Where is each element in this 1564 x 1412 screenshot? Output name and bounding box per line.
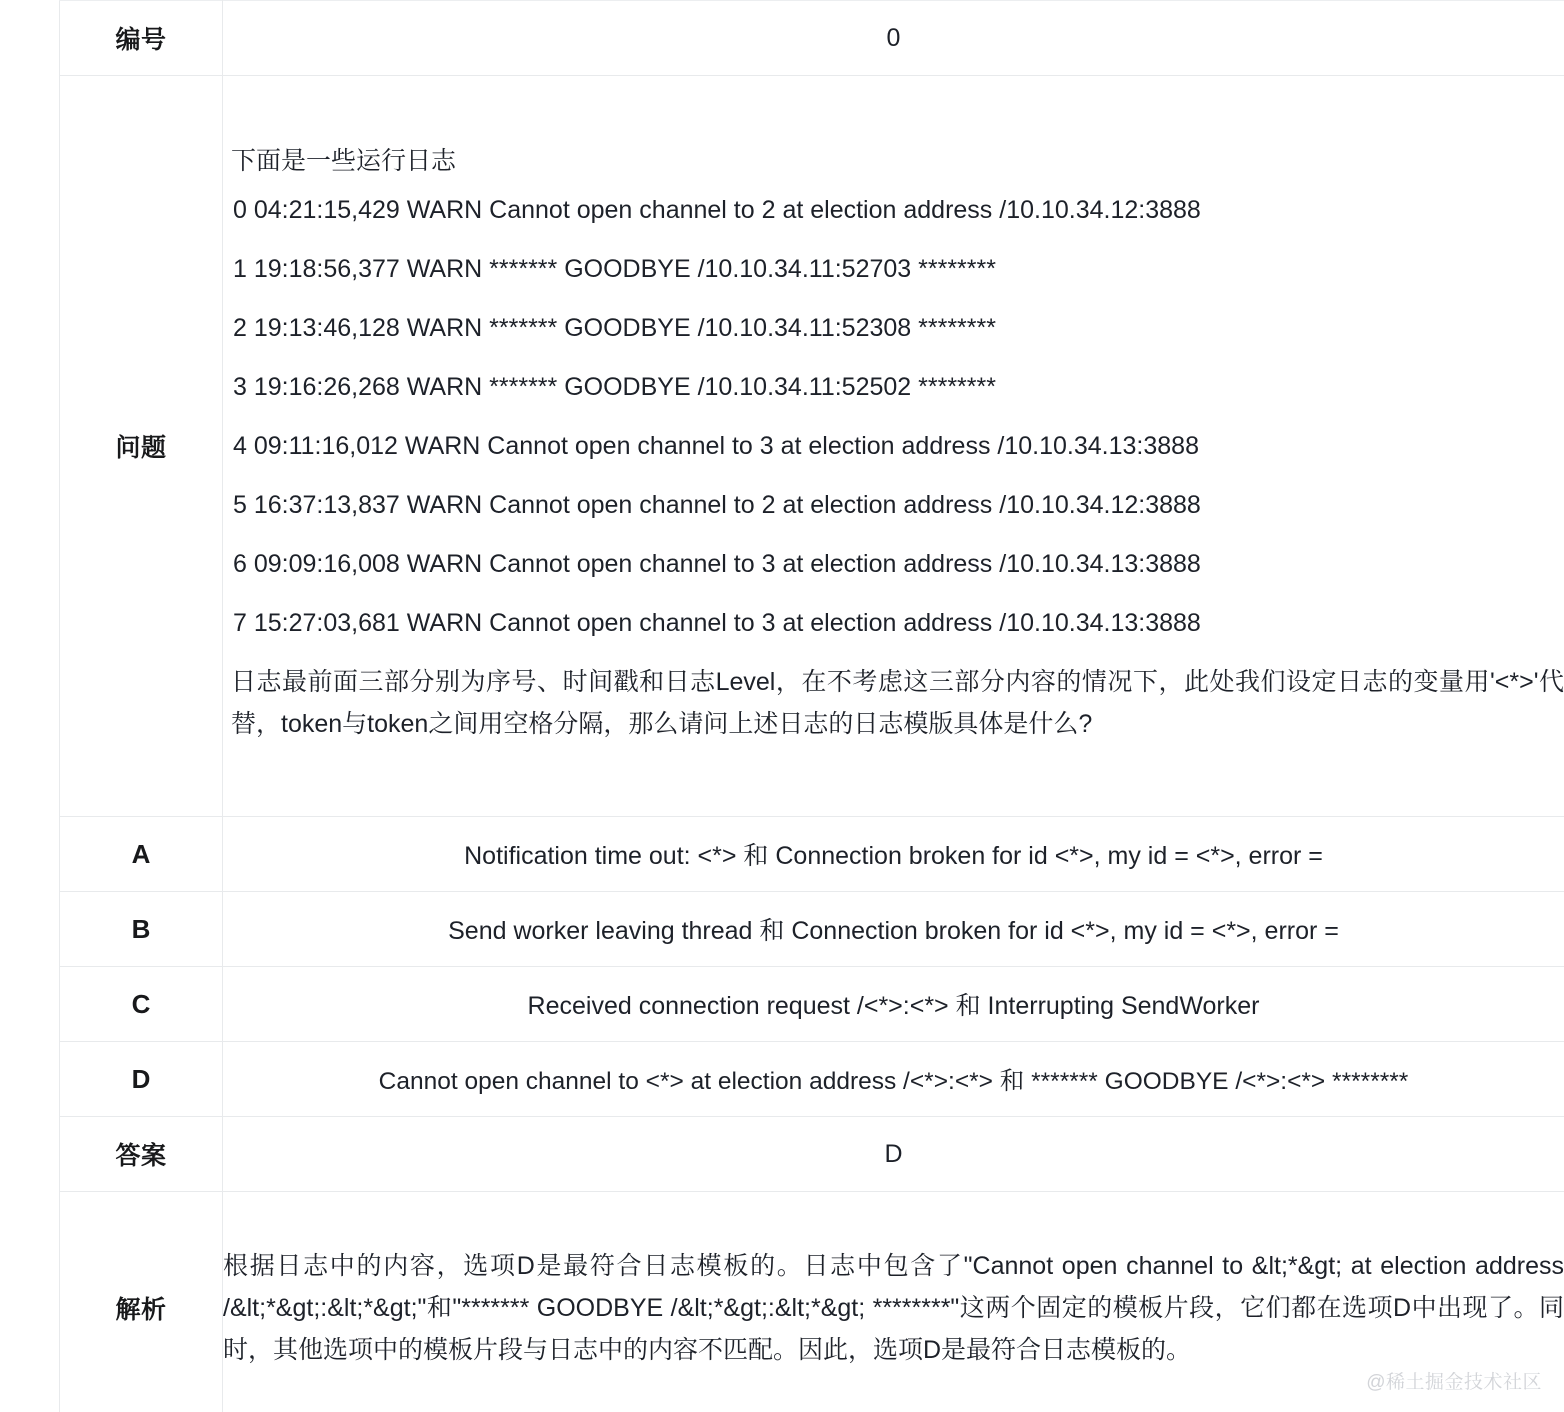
row-value-option-c <box>223 967 1564 1042</box>
row-label-option-a: A <box>60 817 223 892</box>
row-label-answer: 答案 <box>60 1117 223 1192</box>
table-row-option-a <box>60 817 1564 892</box>
row-value-id: 0 <box>223 1 1564 76</box>
log-line: 3 19:16:26,268 WARN ******* GOODBYE /10.10.34.11:52502 ******** <box>233 373 996 402</box>
analysis-text: 根据日志中的内容，选项D是最符合日志模板的。日志中包含了"Cannot open channel to &lt;*&gt; at election address /&lt;*&gt;:&lt;*&gt;"和"******* GOODBYE /&lt;*&gt;:&lt;*&gt; ********"这两个固定的模板片段，它们都在选项D中出现了。同时，其他选项中的模板片段与日志中的内容不匹配。因此，选项D是最符合日志模板的。 <box>223 1252 1564 1364</box>
table-row-option-c <box>60 967 1564 1042</box>
log-line: 1 19:18:56,377 WARN ******* GOODBYE /10.10.34.11:52703 ******** <box>233 255 996 284</box>
row-value-option-d <box>223 1042 1564 1117</box>
qa-table <box>59 0 1564 1412</box>
row-label-option-d: D <box>60 1042 223 1117</box>
table-row-id <box>60 1 1564 76</box>
log-line: 7 15:27:03,681 WARN Cannot open channel to 3 at election address /10.10.34.13:3888 <box>233 609 1201 638</box>
log-line-list <box>223 181 1564 653</box>
row-label-id: 编号 <box>60 1 223 76</box>
question-intro: 下面是一些运行日志 <box>231 146 457 175</box>
option-a-text: Notification time out: <*> 和 Connection broken for id <*>, my id = <*>, error = <box>464 842 1323 870</box>
row-value-analysis <box>223 1192 1564 1412</box>
option-d-text: Cannot open channel to <*> at election address /<*>:<*> 和 ******* GOODBYE /<*>:<*> ******** <box>378 1067 1409 1095</box>
table-row-option-b <box>60 892 1564 967</box>
row-value-answer: D <box>223 1117 1564 1192</box>
question-prompt-text: 日志最前面三部分别为序号、时间戳和日志Level，在不考虑这三部分内容的情况下，此处我们设定日志的变量用'<*>'代替，token与token之间用空格分隔，那么请问上述日志的日志模版具体是什么? <box>231 668 1564 739</box>
log-line: 4 09:11:16,012 WARN Cannot open channel to 3 at election address /10.10.34.13:3888 <box>233 432 1199 461</box>
table-row-question <box>60 76 1564 817</box>
row-label-option-b: B <box>60 892 223 967</box>
log-line: 2 19:13:46,128 WARN ******* GOODBYE /10.10.34.11:52308 ******** <box>233 314 996 343</box>
watermark: @稀土掘金技术社区 <box>1366 1372 1542 1393</box>
log-line: 0 04:21:15,429 WARN Cannot open channel to 2 at election address /10.10.34.12:3888 <box>233 196 1201 225</box>
row-value-question <box>223 76 1564 817</box>
table-row-answer <box>60 1117 1564 1192</box>
row-label-analysis: 解析 <box>60 1192 223 1412</box>
log-line: 5 16:37:13,837 WARN Cannot open channel to 2 at election address /10.10.34.12:3888 <box>233 491 1201 520</box>
option-c-text: Received connection request /<*>:<*> 和 Interrupting SendWorker <box>527 992 1260 1020</box>
option-b-text: Send worker leaving thread 和 Connection broken for id <*>, my id = <*>, error = <box>448 917 1339 945</box>
row-label-question: 问题 <box>60 76 223 817</box>
row-value-option-b <box>223 892 1564 967</box>
row-label-option-c: C <box>60 967 223 1042</box>
row-value-option-a <box>223 817 1564 892</box>
log-line: 6 09:09:16,008 WARN Cannot open channel to 3 at election address /10.10.34.13:3888 <box>233 550 1201 579</box>
table-row-option-d <box>60 1042 1564 1117</box>
table-row-analysis <box>60 1192 1564 1412</box>
